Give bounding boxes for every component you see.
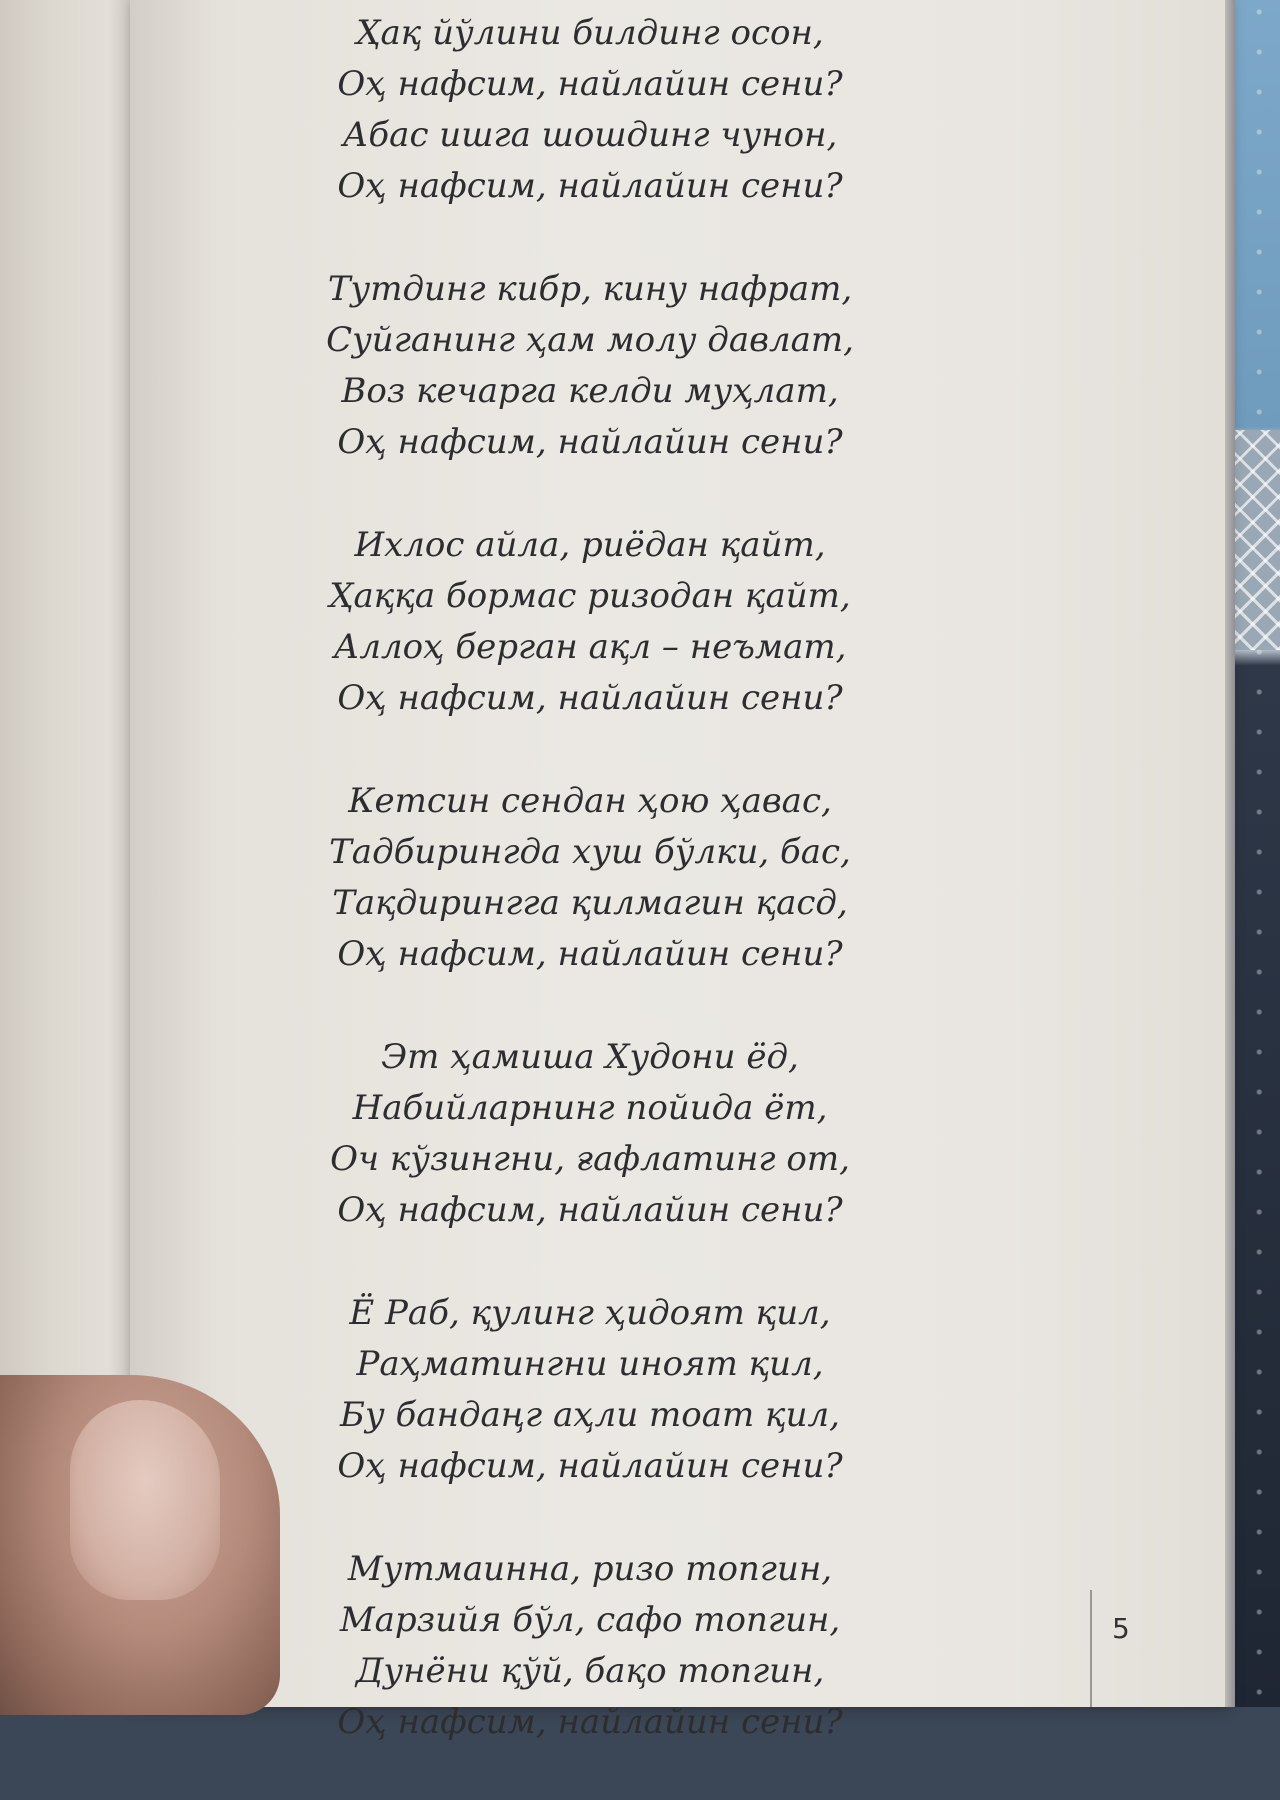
poem-line: Оҳ нафсим, найлайин сени? bbox=[337, 1702, 843, 1742]
poem-line: Абас ишга шошдинг чунон, bbox=[342, 115, 838, 155]
poem-line: Дунёни қўй, бақо топгин, bbox=[355, 1651, 825, 1691]
poem-line: Оч кўзингни, ғафлатинг от, bbox=[330, 1139, 850, 1179]
poem-line: Оҳ нафсим, найлайин сени? bbox=[337, 64, 843, 104]
poem-line: Раҳматингни иноят қил, bbox=[356, 1344, 824, 1384]
poem-line: Тадбирингда хуш бўлки, бас, bbox=[329, 832, 851, 872]
page-edge bbox=[1225, 0, 1235, 1707]
poem-line: Ё Раб, қулинг ҳидоят қил, bbox=[349, 1293, 831, 1333]
poem-line: Марзийя бўл, сафо топгин, bbox=[339, 1600, 841, 1640]
poem-line: Суйганинг ҳам молу давлат, bbox=[326, 320, 854, 360]
poem-line: Аллоҳ берган ақл – неъмат, bbox=[333, 627, 847, 667]
poem-line: Оҳ нафсим, найлайин сени? bbox=[337, 1446, 843, 1486]
poem-line: Набийларнинг пойида ёт, bbox=[352, 1088, 828, 1128]
poem-line: Оҳ нафсим, найлайин сени? bbox=[337, 934, 843, 974]
stanza bbox=[300, 520, 880, 724]
stanza bbox=[300, 1544, 880, 1748]
poem-line: Оҳ нафсим, найлайин сени? bbox=[337, 422, 843, 462]
poem-line: Тутдинг кибр, кину нафрат, bbox=[327, 269, 853, 309]
poem-line: Тақдирингга қилмагин қасд, bbox=[332, 883, 848, 923]
poem-line: Ҳаққа бормас ризодан қайт, bbox=[329, 576, 851, 616]
poem-line: Мутмаинна, ризо топгин, bbox=[347, 1549, 833, 1589]
poem-line: Оҳ нафсим, найлайин сени? bbox=[337, 678, 843, 718]
poem-line: Оҳ нафсим, найлайин сени? bbox=[337, 166, 843, 206]
poem-line: Эт ҳамиша Худони ёд, bbox=[381, 1037, 799, 1077]
poem-line: Оҳ нафсим, найлайин сени? bbox=[337, 1190, 843, 1230]
stanza bbox=[300, 8, 880, 212]
poem bbox=[300, 8, 880, 1800]
page-number: 5 bbox=[1112, 1612, 1130, 1645]
stanza bbox=[300, 264, 880, 468]
stanza bbox=[300, 1288, 880, 1492]
poem-line: Бу бандаңг аҳли тоат қил, bbox=[340, 1395, 840, 1435]
poem-line: Воз кечарга келди муҳлат, bbox=[341, 371, 839, 411]
stanza bbox=[300, 1032, 880, 1236]
stanza bbox=[300, 776, 880, 980]
thumbnail bbox=[70, 1400, 220, 1600]
poem-line: Кетсин сендан ҳою ҳавас, bbox=[348, 781, 832, 821]
page-divider bbox=[1090, 1590, 1092, 1707]
poem-line: Ихлос айла, риёдан қайт, bbox=[354, 525, 826, 565]
poem-line: Ҳақ йўлини билдинг осон, bbox=[356, 13, 824, 53]
